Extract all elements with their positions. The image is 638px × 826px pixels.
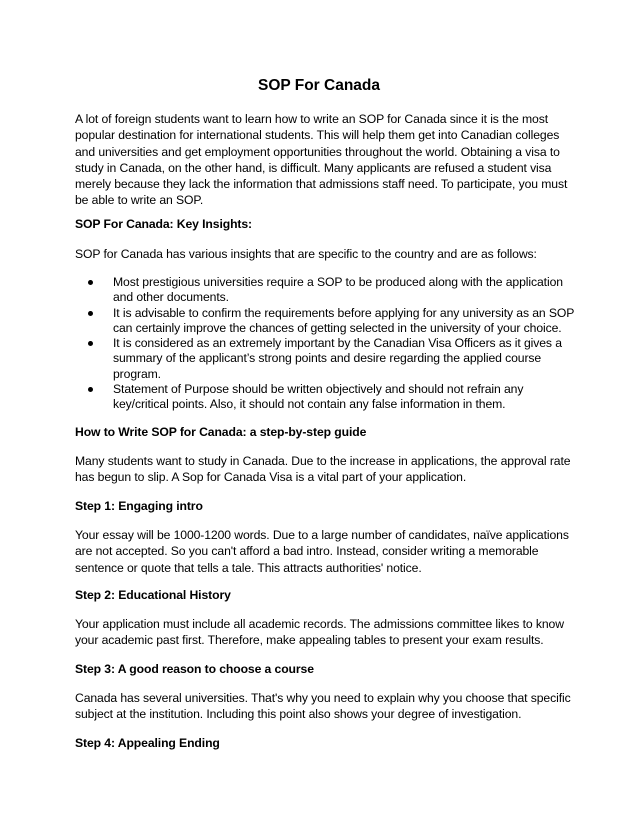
bullet-icon: [88, 311, 93, 316]
list-item: It is considered as an extremely important by the Canadian Visa Officers as it gives a summary of the applicant’s strong points and desire regarding the applied course program.: [75, 336, 575, 382]
list-item: Most prestigious universities require a SOP to be produced along with the application and other documents.: [75, 275, 575, 306]
insights-bullet-list: [75, 275, 575, 413]
step-3-paragraph: Canada has several universities. That's why you need to explain why you choose that specific subject at the institution. Including this point also shows your degree of investigation.: [75, 691, 571, 722]
insights-lead: SOP for Canada has various insights that are specific to the country and are as follows:: [75, 247, 537, 261]
guide-paragraph: Many students want to study in Canada. Due to the increase in applications, the approval rate has begun to slip. A Sop for Canada Visa is a vital part of your application.: [75, 454, 571, 485]
step-2-heading: Step 2: Educational History: [75, 588, 231, 602]
bullet-icon: [88, 280, 93, 285]
insights-heading: SOP For Canada: Key Insights:: [75, 217, 253, 231]
page-title: SOP For Canada: [257, 77, 381, 94]
list-item: Statement of Purpose should be written objectively and should not refrain any key/critical points. Also, it should not contain any false information in them.: [75, 382, 575, 413]
guide-heading: How to Write SOP for Canada: a step-by-step guide: [75, 425, 367, 439]
bullet-icon: [88, 387, 93, 392]
step-1-paragraph: Your essay will be 1000-1200 words. Due to a large number of candidates, naïve applications are not accepted. So you can't afford a bad intro. Instead, consider writing a memorable sentence or quote that tells a tale. This attracts authorities' notice.: [75, 528, 569, 575]
step-3-heading: Step 3: A good reason to choose a course: [75, 662, 314, 676]
step-1-heading: Step 1: Engaging intro: [75, 499, 203, 513]
intro-paragraph: A lot of foreign students want to learn how to write an SOP for Canada since it is the most popular destination for international students. This will help them get into Canadian colleges and universities and get employment opportunities throughout the world. Obtaining a visa to study in Canada, on the other hand, is difficult. Many applicants are refused a student visa merely because they lack the information that admissions staff need. To participate, you must be able to write an SOP.: [75, 112, 568, 208]
step-4-heading: Step 4: Appealing Ending: [75, 736, 220, 750]
list-item: It is advisable to confirm the requirements before applying for any university as an SOP can certainly improve the chances of getting selected in the university of your choice.: [75, 306, 575, 337]
bullet-icon: [88, 341, 93, 346]
step-2-paragraph: Your application must include all academic records. The admissions committee likes to know your academic past first. Therefore, make appealing tables to present your exam results.: [75, 617, 564, 648]
